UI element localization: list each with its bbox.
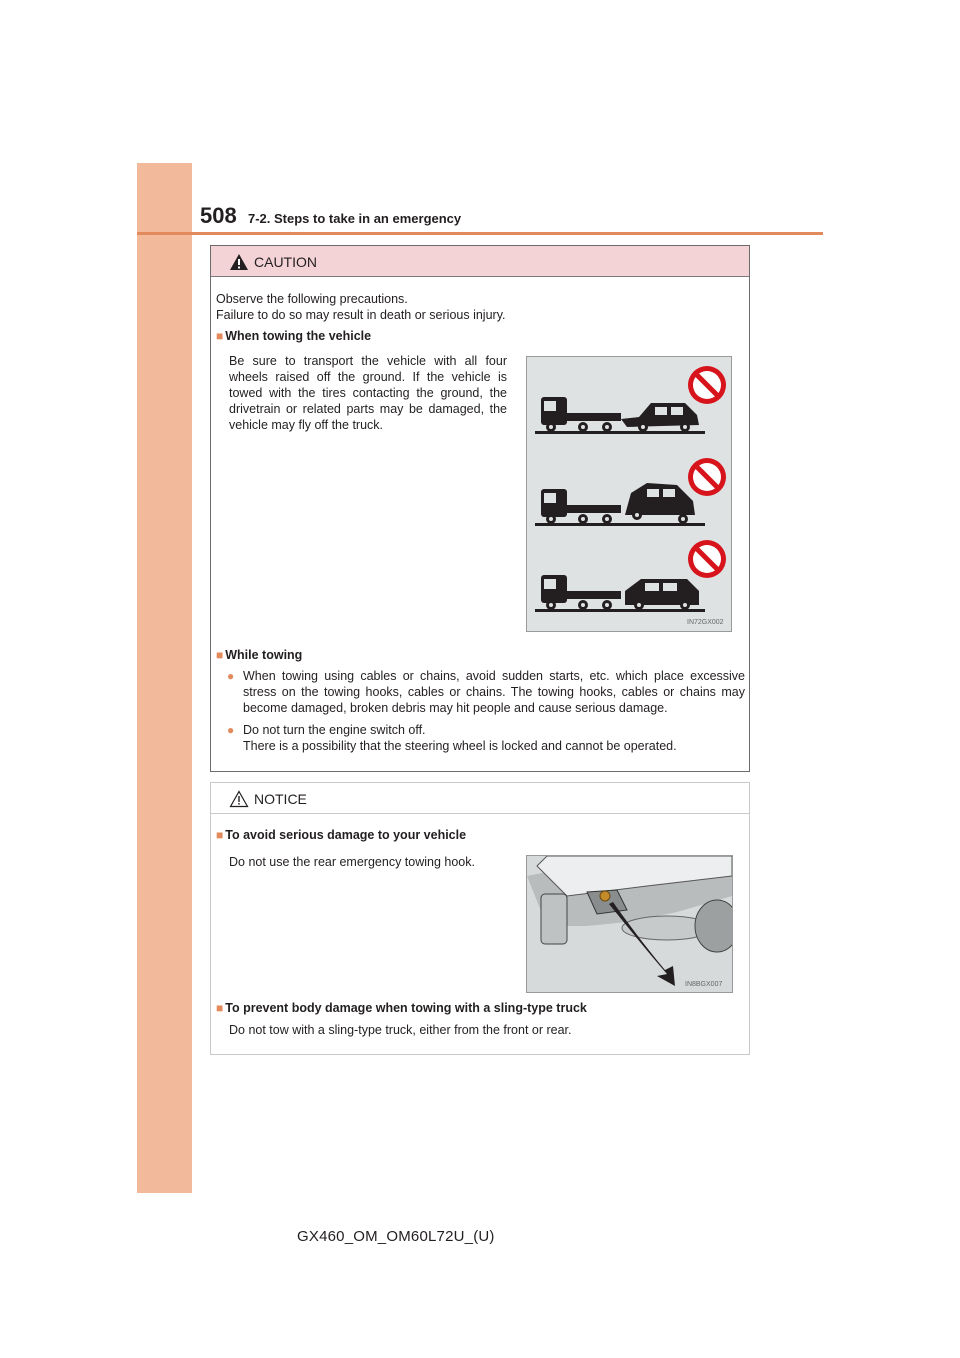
towing-hook-illustration (527, 856, 732, 992)
caution-intro-1: Observe the following precautions. (216, 292, 408, 306)
while-towing-heading-text: While towing (225, 648, 303, 662)
notice-heading-2 (216, 1000, 587, 1016)
bullet-item (227, 668, 745, 716)
notice-heading-1-text: To avoid serious damage to your vehicle (225, 828, 467, 842)
square-bullet-icon: ■ (216, 648, 224, 662)
square-bullet-icon: ■ (216, 1001, 224, 1015)
notice-body-1: Do not use the rear emergency towing hook. (229, 855, 475, 869)
bullet-text-line-2: There is a possibility that the steering wheel is locked and cannot be operated. (243, 739, 677, 753)
sidebar-tab (137, 163, 192, 1193)
caution-figure-code: IN72GX002 (687, 619, 724, 626)
bullet-item (227, 722, 745, 754)
header-rule (137, 232, 823, 235)
bullet-text: When towing using cables or chains, avoid sudden starts, etc. which place excessive stress on the towing hooks, cables or chains. The towing hooks, cables or chains may become damaged, broken debris may hit people and cause serious damage. (243, 669, 745, 715)
page-header (200, 203, 822, 233)
caution-box (210, 245, 750, 772)
towing-heading-text: When towing the vehicle (225, 329, 372, 343)
notice-heading-1 (216, 827, 466, 843)
notice-label: NOTICE (254, 791, 307, 807)
page-number: 508 (200, 203, 237, 228)
bullet-text-line-1: Do not turn the engine switch off. (243, 723, 426, 737)
document-code: GX460_OM_OM60L72U_(U) (297, 1228, 495, 1245)
warning-outline-icon (229, 790, 249, 808)
caution-label: CAUTION (254, 254, 317, 270)
tow-truck-figure (526, 356, 732, 632)
tow-truck-illustration (527, 357, 731, 631)
square-bullet-icon: ■ (216, 329, 224, 343)
notice-figure-code: IN8BGX007 (685, 981, 723, 988)
while-towing-heading (216, 647, 302, 663)
towing-hook-figure (526, 855, 733, 993)
notice-box (210, 782, 750, 1055)
bullet-dot-icon: ● (227, 723, 235, 737)
warning-icon (229, 253, 249, 271)
notice-heading-2-text: To prevent body damage when towing with a sling-type truck (225, 1001, 587, 1015)
caution-intro-2: Failure to do so may result in death or serious injury. (216, 308, 506, 322)
square-bullet-icon: ■ (216, 828, 224, 842)
towing-heading (216, 328, 371, 344)
notice-body-2: Do not tow with a sling-type truck, either from the front or rear. (229, 1023, 572, 1037)
section-title: 7-2. Steps to take in an emergency (248, 211, 462, 226)
notice-header (211, 783, 749, 814)
caution-header (211, 246, 749, 277)
towing-body: Be sure to transport the vehicle with all four wheels raised off the ground. If the vehicle is towed with the tires contacting the ground, the drivetrain or related parts may be damaged, the vehicle may fly off the truck. (229, 354, 507, 432)
bullet-dot-icon: ● (227, 669, 235, 683)
